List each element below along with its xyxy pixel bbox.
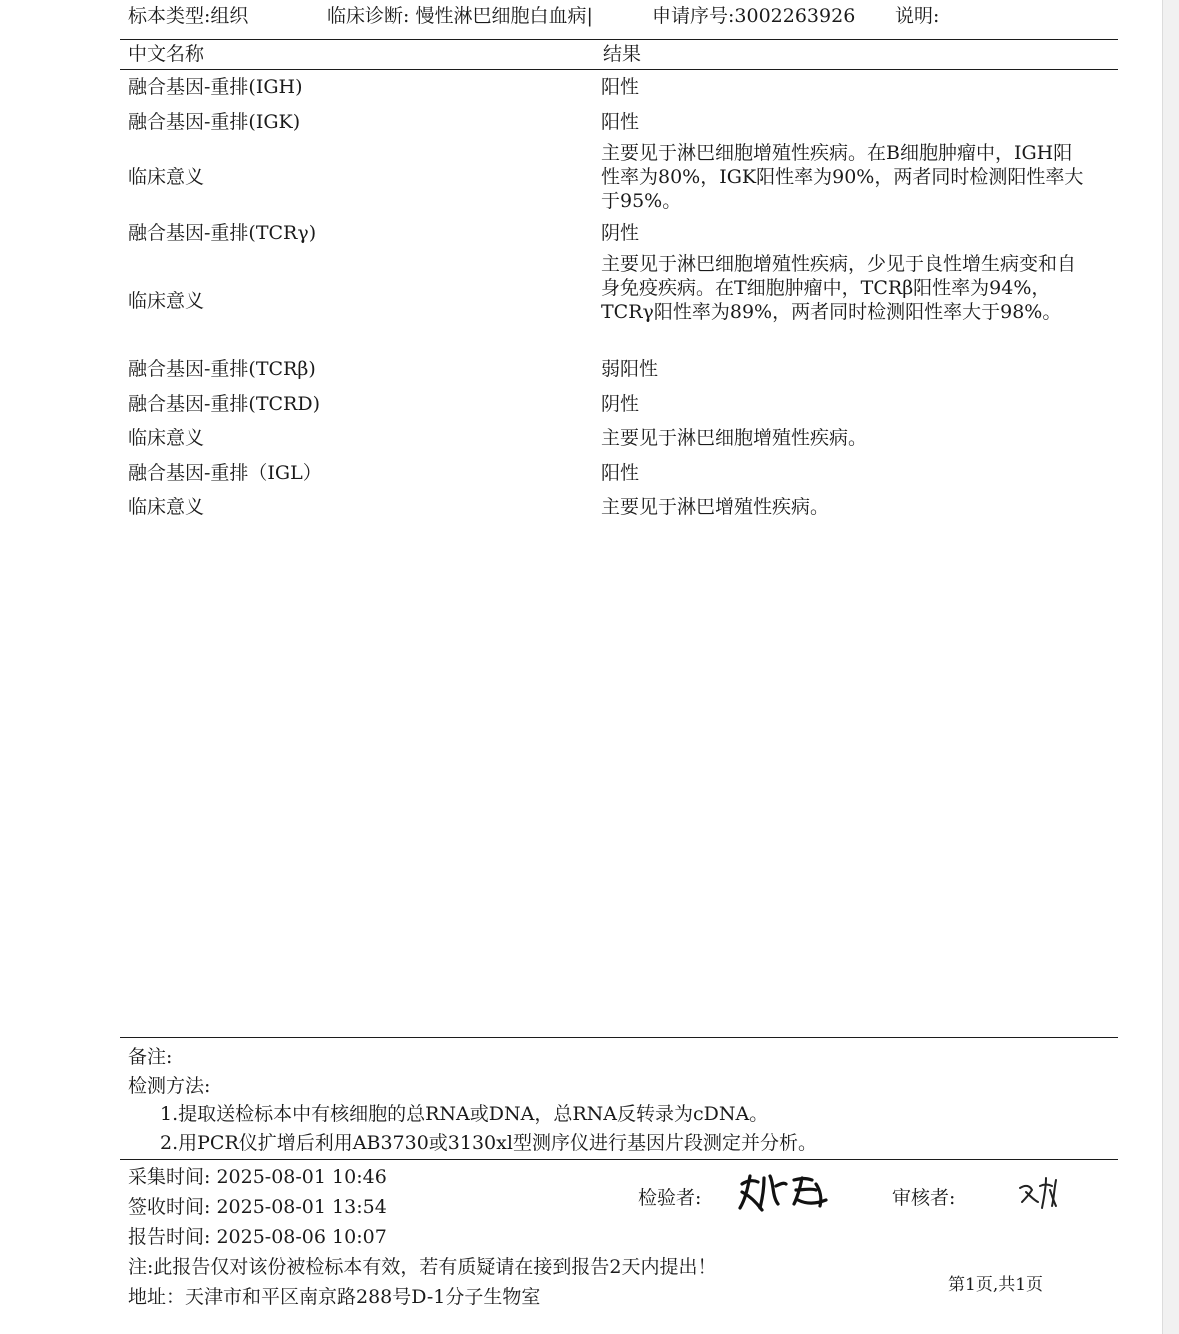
table-row-result: 阳性 [601, 462, 640, 484]
method-label: 检测方法: [128, 1075, 211, 1097]
table-row-result: 阴性 [601, 393, 640, 415]
inspector-signature [736, 1170, 836, 1214]
table-row-name: 融合基因-重排(TCRγ) [128, 222, 317, 244]
table-row-name: 融合基因-重排(IGK) [128, 111, 301, 133]
remarks-label: 备注: [128, 1046, 173, 1068]
table-row-result: 主要见于淋巴细胞增殖性疾病，少见于良性增生病变和自身免疫疾病。在T细胞肿瘤中，TCRβ阳性率为94%，TCRγ阳性率为89%，两者同时检测阳性率大于98%。 [601, 253, 1077, 323]
table-row-result: 阳性 [601, 76, 640, 98]
table-row-name: 临床意义 [128, 496, 205, 518]
method-step-2: 2.用PCR仪扩增后利用AB3730或3130xl型测序仪进行基因片段测定并分析。 [160, 1132, 817, 1154]
table-row-result: 主要见于淋巴细胞增殖性疾病。 [601, 427, 868, 449]
table-row-name: 融合基因-重排（IGL） [128, 462, 322, 484]
report-time: 报告时间: 2025-08-06 10:07 [128, 1226, 387, 1248]
column-header-result: 结果 [603, 43, 642, 65]
table-row-name: 融合基因-重排(IGH) [128, 76, 303, 98]
table-row-result: 主要见于淋巴细胞增殖性疾病。在B细胞肿瘤中，IGH阳性率为80%，IGK阳性率为90%，两者同时检测阳性率大于95%。 [601, 142, 1084, 212]
reviewer-label: 审核者: [892, 1187, 956, 1209]
address: 地址：天津市和平区南京路288号D-1分子生物室 [128, 1286, 541, 1308]
table-row-name: 融合基因-重排(TCRβ) [128, 358, 316, 380]
method-step-1: 1.提取送检标本中有核细胞的总RNA或DNA，总RNA反转录为cDNA。 [160, 1103, 769, 1125]
table-row-name: 临床意义 [128, 166, 205, 188]
footer-top-rule [120, 1159, 1118, 1160]
table-row-result: 阳性 [601, 111, 640, 133]
remarks-top-rule [120, 1037, 1118, 1038]
table-row-name: 临床意义 [128, 290, 205, 312]
page-info: 第1页,共1页 [948, 1275, 1044, 1295]
inspector-label: 检验者: [638, 1187, 702, 1209]
table-header-rule [120, 69, 1118, 70]
clinical-diagnosis: 临床诊断: 慢性淋巴细胞白血病| [327, 5, 593, 27]
table-row-name: 融合基因-重排(TCRD) [128, 393, 320, 415]
disclaimer: 注:此报告仅对该份被检标本有效，若有质疑请在接到报告2天内提出！ [128, 1256, 717, 1278]
specimen-type: 标本类型:组织 [128, 5, 249, 27]
column-header-name: 中文名称 [128, 43, 205, 65]
collect-time: 采集时间: 2025-08-01 10:46 [128, 1166, 387, 1188]
table-row-result: 弱阳性 [601, 358, 659, 380]
table-top-rule [120, 39, 1118, 40]
request-number: 申请序号:3002263926 [652, 5, 856, 27]
note-label: 说明: [895, 5, 940, 27]
table-row-name: 临床意义 [128, 427, 205, 449]
table-row-result: 主要见于淋巴增殖性疾病。 [601, 496, 830, 518]
reviewer-signature [1016, 1172, 1064, 1212]
receive-time: 签收时间: 2025-08-01 13:54 [128, 1196, 387, 1218]
table-row-result: 阴性 [601, 222, 640, 244]
